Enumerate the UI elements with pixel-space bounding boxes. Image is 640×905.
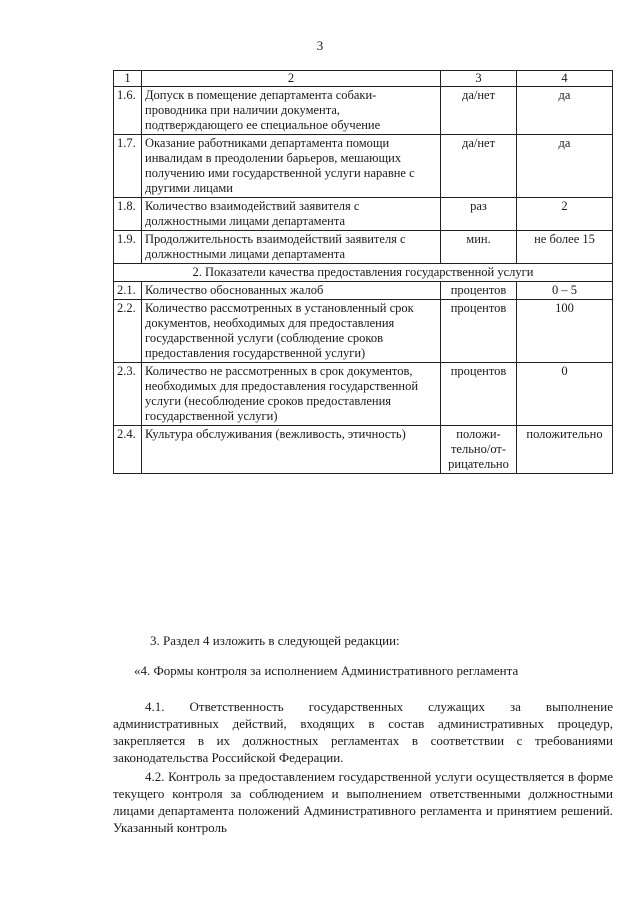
header-cell: 2: [142, 71, 441, 87]
row-text: Оказание работниками департамента помощи инвалидам в преодолении барьеров, мешающих получению ими государственной услуги наравне с другими лицами: [142, 135, 441, 198]
row-value: да: [517, 135, 613, 198]
row-unit: процентов: [441, 363, 517, 426]
paragraph-4-2: 4.2. Контроль за предоставлением государственной услуги осуществляется в форме текущего контроля за соблюдением и выполнением ответственными должностными лицами департамента положений Административного регламента и принятием решений. Указанный контроль: [113, 769, 613, 835]
row-text: Количество не рассмотренных в срок документов, необходимых для предоставления государственной услуги (несоблюдение сроков предоставления государственной услуги): [142, 363, 441, 426]
row-unit: да/нет: [441, 135, 517, 198]
table-row: [114, 135, 613, 198]
row-text: Количество взаимодействий заявителя с должностными лицами департамента: [142, 198, 441, 231]
row-unit: да/нет: [441, 87, 517, 135]
row-value: 0 – 5: [517, 282, 613, 300]
row-value: 100: [517, 300, 613, 363]
page-number: 3: [316, 38, 324, 53]
section-row: [114, 264, 613, 282]
table-row: [114, 300, 613, 363]
row-text: Культура обслуживания (вежливость, этичность): [142, 426, 441, 474]
table-row: [114, 87, 613, 135]
section-title: 2. Показатели качества предоставления государственной услуги: [114, 264, 613, 282]
row-unit: положи-тельно/от-рицательно: [441, 426, 517, 474]
row-text: Количество рассмотренных в установленный срок документов, необходимых для предоставления государственной услуги (соблюдение сроков предоставления государственной услуги): [142, 300, 441, 363]
row-value: 0: [517, 363, 613, 426]
row-value: не более 15: [517, 231, 613, 264]
row-number: 2.2.: [114, 300, 142, 363]
row-value: 2: [517, 198, 613, 231]
row-text: Количество обоснованных жалоб: [142, 282, 441, 300]
row-text: Продолжительность взаимодействий заявителя с должностными лицами департамента: [142, 231, 441, 264]
header-cell: 4: [517, 71, 613, 87]
table-header-row: [114, 71, 613, 87]
table-row: [114, 363, 613, 426]
indicators-table: [113, 70, 613, 474]
row-value: положительно: [517, 426, 613, 474]
row-unit: процентов: [441, 300, 517, 363]
row-value: да: [517, 87, 613, 135]
row-unit: процентов: [441, 282, 517, 300]
section-4-heading: «4. Формы контроля за исполнением Административного регламента: [134, 663, 519, 678]
row-number: 2.3.: [114, 363, 142, 426]
table-row: [114, 426, 613, 474]
header-cell: 3: [441, 71, 517, 87]
row-number: 1.8.: [114, 198, 142, 231]
row-number: 1.6.: [114, 87, 142, 135]
row-number: 1.7.: [114, 135, 142, 198]
row-unit: раз: [441, 198, 517, 231]
row-number: 2.1.: [114, 282, 142, 300]
row-number: 2.4.: [114, 426, 142, 474]
row-unit: мин.: [441, 231, 517, 264]
header-cell: 1: [114, 71, 142, 87]
row-text: Допуск в помещение департамента собаки-проводника при наличии документа, подтверждающего ее специальное обучение: [142, 87, 441, 135]
table-row: [114, 282, 613, 300]
paragraph-4-1: 4.1. Ответственность государственных служащих за выполнение административных действий, входящих в состав административных процедур, закрепляется в их должностных регламентах в соответствии с требованиями законодательства Российской Федерации.: [113, 699, 613, 765]
table-row: [114, 198, 613, 231]
paragraph-section-3: 3. Раздел 4 изложить в следующей редакции:: [150, 633, 400, 648]
table-row: [114, 231, 613, 264]
row-number: 1.9.: [114, 231, 142, 264]
